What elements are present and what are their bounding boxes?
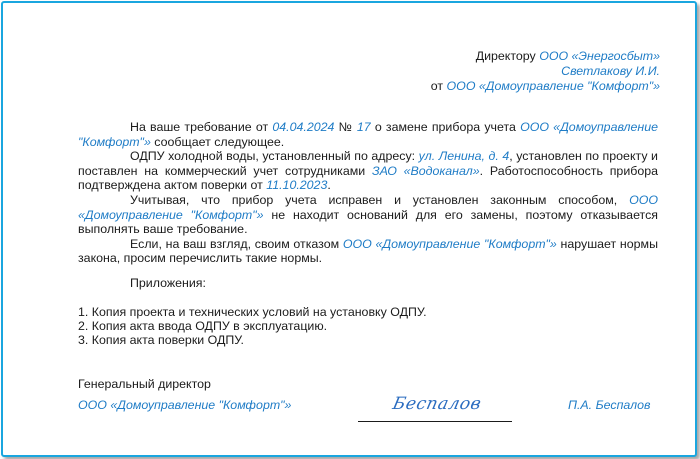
paragraph-1: На ваше требование от 04.04.2024 № 17 о замене прибора учета ООО «Домоуправление "Комфорт"» сообщает следующее. bbox=[78, 120, 658, 149]
signer-org: ООО «Домоуправление "Комфорт"» bbox=[78, 398, 292, 412]
signer-position: Генеральный директор bbox=[78, 377, 211, 391]
paragraph-3: Учитывая, что прибор учета исправен и установлен законным способом, ООО «Домоуправление "Комфорт"» не находит оснований для его замены, поэтому отказывается выполнять ваше требование. bbox=[78, 192, 658, 237]
paragraph-4: Если, на ваш взгляд, своим отказом ООО «Домоуправление "Комфорт"» нарушает нормы закона, просим перечислить такие нормы. bbox=[78, 236, 658, 266]
handwritten-signature: Беспалов bbox=[390, 394, 484, 414]
attachment-item: 2. Копия акта ввода ОДПУ в эксплуатацию. bbox=[78, 319, 328, 333]
org-name: ООО «Домоуправление "Комфорт"» bbox=[78, 192, 658, 222]
request-number: 17 bbox=[356, 120, 371, 134]
paragraph-2: ОДПУ холодной воды, установленный по адресу: ул. Ленина, д. 4, установлен по проекту и поставлен на коммерческий учет сотрудниками ЗАО «Водоканал». Работоспособность прибора подтверждена актом поверки от 11.10.2023. bbox=[78, 149, 659, 193]
addressee-person-line bbox=[561, 64, 660, 78]
signer-name: П.А. Беспалов bbox=[568, 398, 651, 412]
addressee-prefix: Директору bbox=[475, 49, 536, 63]
water-company: ЗАО «Водоканал» bbox=[372, 163, 480, 178]
sender-prefix: от bbox=[430, 79, 444, 93]
signature-line bbox=[358, 421, 512, 422]
addressee-person: Светлакову И.И. bbox=[561, 64, 660, 78]
letter-body bbox=[78, 120, 658, 266]
sender-org: ООО «Домоуправление "Комфорт"» bbox=[446, 79, 660, 93]
attachment-item: 3. Копия акта поверки ОДПУ. bbox=[78, 333, 244, 347]
org-name: ООО «Домоуправление "Комфорт"» bbox=[78, 120, 658, 149]
request-date: 04.04.2024 bbox=[272, 120, 335, 134]
addressee-line bbox=[476, 49, 660, 63]
org-name: ООО «Домоуправление "Комфорт"» bbox=[342, 236, 557, 251]
attachments-title: Приложения: bbox=[130, 276, 206, 290]
addressee-org: ООО «Энергосбыт» bbox=[539, 49, 660, 63]
sender-line bbox=[431, 79, 660, 93]
attachment-item: 1. Копия проекта и технических условий на установку ОДПУ. bbox=[78, 305, 427, 319]
verification-date: 11.10.2023 bbox=[266, 178, 328, 193]
meter-address: ул. Ленина, д. 4 bbox=[418, 149, 510, 164]
